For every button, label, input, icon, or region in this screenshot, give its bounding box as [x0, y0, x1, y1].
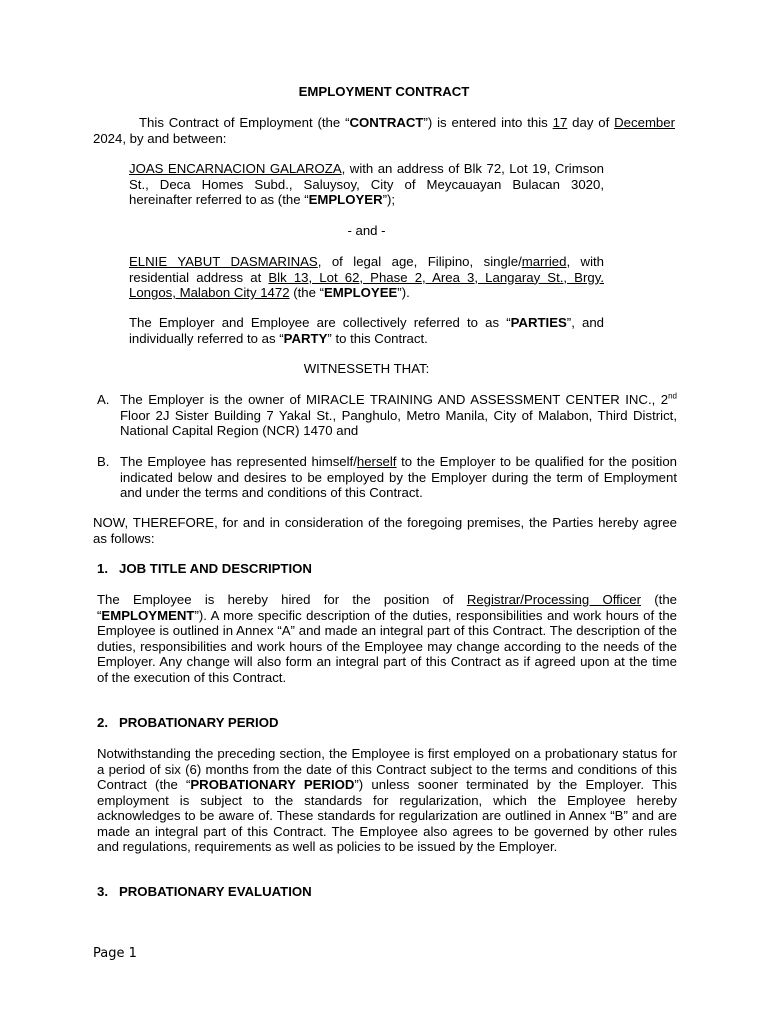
section-3-heading: 3. PROBATIONARY EVALUATION [97, 884, 312, 899]
intro-text: day of [567, 115, 615, 130]
item-a-text: The Employer is the owner of MIRACLE TRAINING AND ASSESSMENT CENTER INC., 2 [120, 392, 669, 407]
intro-text: ”) is entered into this [423, 115, 553, 130]
employee-paragraph [129, 254, 604, 301]
item-a-paragraph [120, 392, 677, 439]
item-a-marker: A. [97, 392, 110, 407]
parties-text: The Employer and Employee are collectively referred to as “ [129, 315, 511, 330]
contract-term: CONTRACT [349, 115, 424, 130]
employee-text: , with residential address at [129, 254, 605, 285]
section-1-heading: 1. JOB TITLE AND DESCRIPTION [97, 561, 312, 576]
contract-month: December [614, 115, 675, 130]
employee-address: Blk 13, Lot 62, Phase 2, Area 3, Langaray St., Brgy. Longos, Malabon City 1472 [129, 269, 604, 300]
page-number: Page 1 [93, 946, 137, 961]
employment-term: EMPLOYMENT [101, 607, 195, 623]
parties-term: PARTIES [510, 315, 567, 330]
employer-name: JOAS ENCARNACION GALAROZA [129, 161, 342, 176]
employer-text: ”); [382, 192, 396, 207]
employer-text: , with an address of Blk 72, Lot 19, Crimson St., Deca Homes Subd., Saluysoy, City of Meycauayan Bulacan 3020, hereinafter referred to as (the “ [129, 161, 604, 207]
parties-text: ” to this Contract. [327, 330, 428, 346]
parties-paragraph [129, 315, 604, 346]
section-1-text: (the “ [97, 592, 678, 623]
item-b-paragraph [120, 454, 677, 501]
probationary-term: PROBATIONARY PERIOD [190, 777, 355, 792]
employee-text: , of legal age, Filipino, single/ [317, 254, 522, 269]
civil-status: married [521, 254, 567, 269]
intro-paragraph [93, 115, 675, 146]
section-2-heading: 2. PROBATIONARY PERIOD [97, 715, 279, 730]
contract-day: 17 [552, 115, 568, 130]
now-therefore-paragraph: NOW, THEREFORE, for and in consideration of the foregoing premises, the Parties hereby agree as follows: [93, 515, 677, 546]
parties-text: ”, and individually referred to as “ [129, 315, 604, 346]
section-2-text: Notwithstanding the preceding section, the Employee is first employed on a probationary status for a period of six (6) months from the date of this Contract subject to the terms and conditions of this Contract (the “ [97, 746, 677, 792]
employee-text: ”). [397, 285, 410, 300]
gender-option: herself [356, 454, 397, 469]
and-separator: - and - [347, 223, 386, 238]
section-1-text: ”). A more specific description of the duties, responsibilities and work hours of the Employee is outlined in Annex “A” and made an integral part of this Contract. The description of the duties, responsibilities and work hours of the Employee may change according to the needs of the Employer. Any change will also form an integral part of this Contract as if agreed upon at the time of the execution of this Contract. [97, 607, 677, 685]
party-term: PARTY [283, 330, 328, 346]
employer-paragraph [129, 161, 604, 208]
document-title: EMPLOYMENT CONTRACT [298, 84, 470, 99]
intro-text: This Contract of Employment (the “ [139, 115, 350, 130]
section-1-paragraph [97, 592, 677, 685]
section-2-paragraph [97, 746, 677, 855]
section-1-text: The Employee is hereby hired for the position of [97, 592, 467, 607]
item-b-text: to the Employer to be qualified for the position indicated below and desires to be employed by the Employer during the term of Employment and under the terms and conditions of this Contract. [120, 454, 677, 500]
item-a-text: Floor 2J Sister Building 7 Yakal St., Panghulo, Metro Manila, City of Malabon, Third District, National Capital Region (NCR) 1470 and [120, 407, 677, 438]
section-2-text: ”) unless sooner terminated by the Employer. This employment is subject to the standards for regularization, which the Employee hereby acknowledges to be aware of. These standards for regularization are outlined in Annex “B” and are made an integral part of this Contract. The Employee also agrees to be governed by other rules and regulations, requirements as well as policies to be issued by the Employer. [97, 777, 677, 854]
item-b-text: The Employee has represented himself/ [120, 454, 357, 469]
employee-text: (the “ [289, 285, 325, 300]
ordinal-suffix: nd [668, 391, 677, 401]
employer-term: EMPLOYER [308, 192, 383, 207]
item-b-marker: B. [97, 454, 110, 469]
witnesseth-heading: WITNESSETH THAT: [303, 361, 430, 376]
job-position: Registrar/Processing Officer [466, 592, 642, 607]
employee-term: EMPLOYEE [324, 285, 398, 300]
intro-text: 2024, by and between: [93, 130, 227, 146]
employee-name: ELNIE YABUT DASMARINAS [129, 254, 318, 269]
